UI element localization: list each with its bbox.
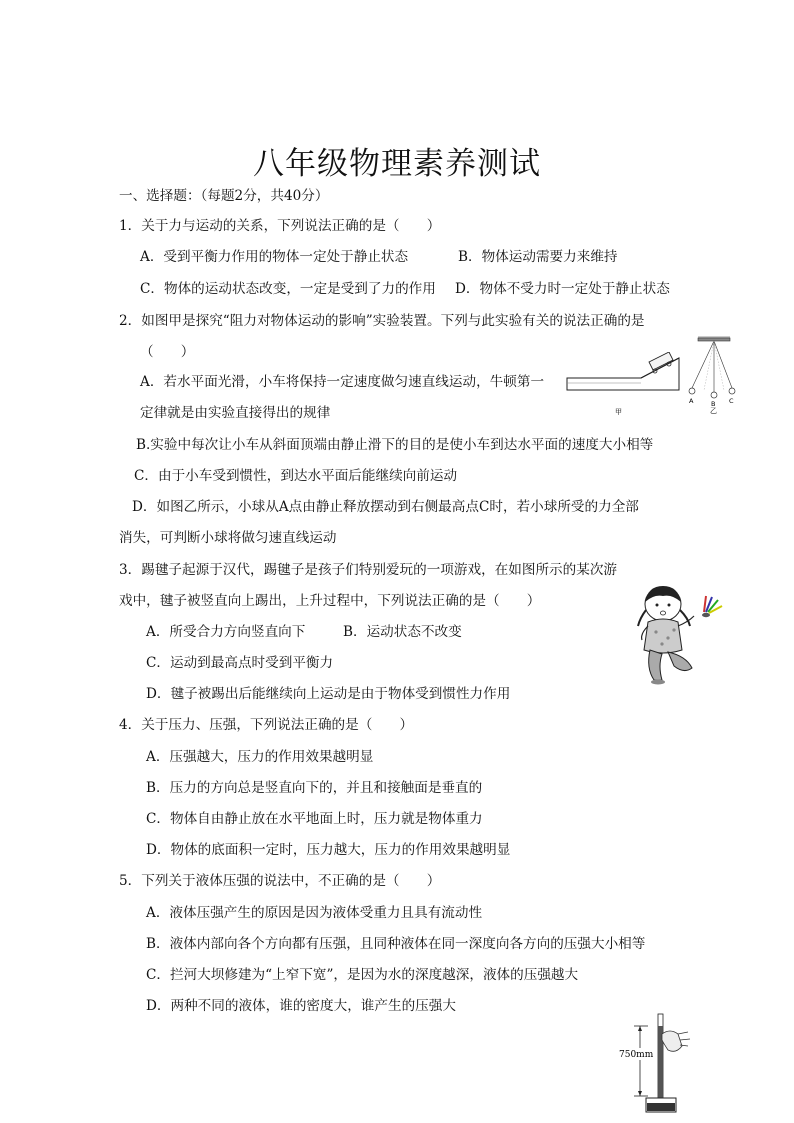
pendulum-label-c: C (729, 397, 734, 405)
q5-stem: 5．下列关于液体压强的说法中，不正确的是（ ） (119, 873, 441, 889)
q3-option-b: B．运动状态不改变 (343, 624, 462, 640)
q4-option-d: D．物体的底面积一定时，压力越大，压力的作用效果越明显 (146, 842, 511, 858)
q5-option-d: D．两种不同的液体，谁的密度大，谁产生的压强大 (146, 998, 456, 1014)
fig-label-yi: 乙 (710, 407, 717, 414)
q4-option-c: C．物体自由静止放在水平地面上时，压力就是物体重力 (146, 811, 483, 827)
q4-option-a: A．压强越大，压力的作用效果越明显 (146, 749, 374, 765)
q2-option-a-line2: 定律就是由实验直接得出的规律 (140, 405, 331, 421)
q4-stem: 4．关于压力、压强，下列说法正确的是（ ） (119, 717, 414, 733)
hand-icon (662, 1031, 690, 1051)
q1-option-d: D．物体不受力时一定处于静止状态 (455, 281, 670, 297)
page-title: 八年级物理素养测试 (253, 146, 541, 182)
pendulum-label-b: B (711, 400, 716, 408)
girl-icon (638, 586, 694, 685)
q2-option-d-line1: D．如图乙所示，小球从A点由静止释放摆动到右侧最高点C时，若小球所受的力全部 (132, 499, 639, 515)
pendulum-label-a: A (689, 397, 694, 405)
q3-option-c: C．运动到最高点时受到平衡力 (146, 655, 334, 671)
q5-option-c: C．拦河大坝修建为“上窄下宽”，是因为水的深度越深，液体的压强越大 (146, 967, 579, 983)
section-heading: 一、选择题：（每题2分，共40分） (119, 188, 329, 204)
q2-stem-line2: （ ） (140, 344, 195, 360)
q2-option-d-line2: 消失，可判断小球将做匀速直线运动 (119, 530, 337, 546)
q3-option-d: D．毽子被踢出后能继续向上运动是由于物体受到惯性力作用 (146, 686, 511, 702)
torricelli-tube-figure (618, 1012, 698, 1120)
height-label: 750mm (619, 1050, 654, 1060)
pendulum-figure (686, 336, 740, 414)
q1-stem: 1．关于力与运动的关系，下列说法正确的是（ ） (119, 218, 441, 234)
fig-label-jia: 甲 (615, 408, 622, 416)
q2-stem-line1: 2．如图甲是探究“阻力对物体运动的影响”实验装置。下列与此实验有关的说法正确的是 (119, 313, 645, 329)
shuttlecock-icon (702, 596, 722, 617)
incline-cart-figure (565, 352, 685, 416)
q3-stem-line1: 3．踢毽子起源于汉代，踢毽子是孩子们特别爱玩的一项游戏，在如图所示的某次游 (119, 562, 618, 578)
q3-stem-line2: 戏中，毽子被竖直向上踢出，上升过程中，下列说法正确的是（ ） (119, 593, 541, 609)
girl-kicking-shuttlecock-figure (632, 582, 728, 688)
q5-option-b: B．液体内部向各个方向都有压强，且同种液体在同一深度向各方向的压强大小相等 (146, 936, 646, 952)
q4-option-b: B．压力的方向总是竖直向下的，并且和接触面是垂直的 (146, 780, 483, 796)
q1-option-a: A．受到平衡力作用的物体一定处于静止状态 (140, 249, 409, 265)
q1-option-c: C．物体的运动状态改变，一定是受到了力的作用 (140, 281, 436, 297)
q5-option-a: A．液体压强产生的原因是因为液体受重力且具有流动性 (146, 905, 483, 921)
q2-option-a-line1: A．若水平面光滑，小车将保持一定速度做匀速直线运动，牛顿第一 (140, 374, 545, 390)
q2-option-c: C．由于小车受到惯性，到达水平面后能继续向前运动 (134, 468, 458, 484)
q2-option-b: B.实验中每次让小车从斜面顶端由静止滑下的目的是使小车到达水平面的速度大小相等 (136, 437, 654, 453)
q3-option-a: A．所受合力方向竖直向下 (146, 624, 306, 640)
q1-option-b: B．物体运动需要力来维持 (458, 249, 618, 265)
